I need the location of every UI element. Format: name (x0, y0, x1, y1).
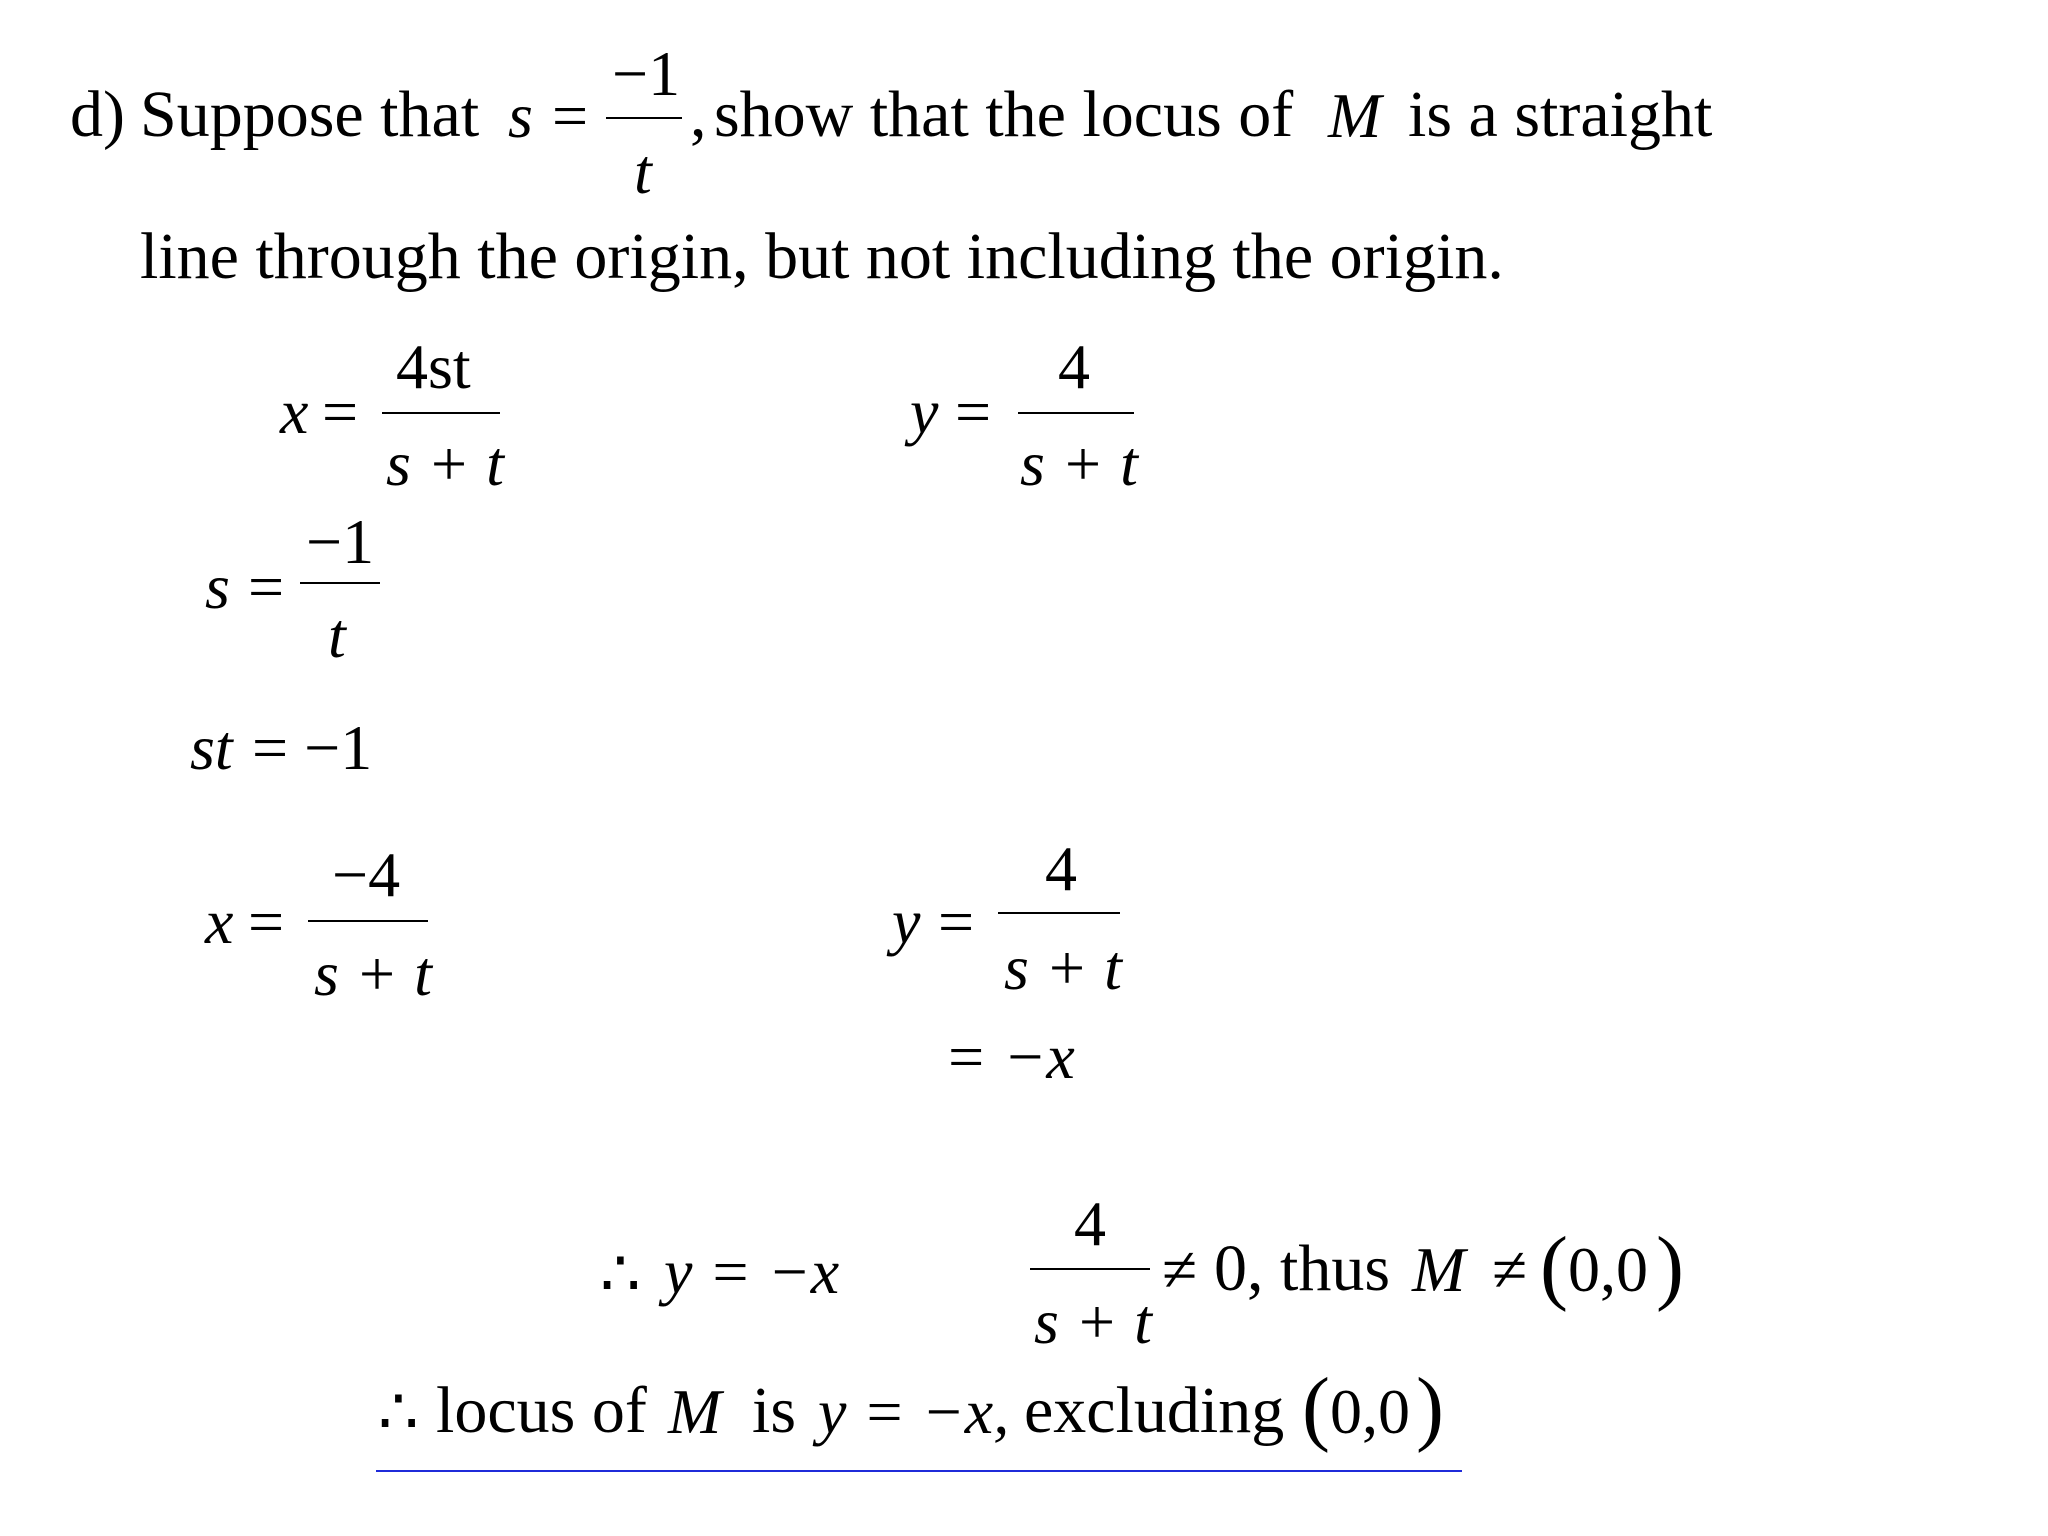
var-M: M (1328, 80, 1382, 151)
y-sub-fraction-bar (998, 912, 1120, 914)
st-product: st (190, 712, 233, 783)
equals-sign: = (552, 80, 589, 151)
s-def-lhs: s (205, 551, 230, 622)
condition-fraction-bar (1030, 1268, 1150, 1270)
x-sub-equals: = (248, 886, 285, 957)
s-def-denominator: t (328, 600, 346, 671)
y-sub-lhs: y (892, 886, 921, 957)
y-sub-numerator: 4 (1045, 833, 1077, 904)
condition-var-M: M (1412, 1234, 1466, 1305)
problem-text-middle: show that the locus of (714, 78, 1294, 151)
x-sub-lhs: x (205, 886, 234, 957)
condition-neq: ≠ (1162, 1234, 1198, 1305)
condition-text: 0, thus (1214, 1232, 1391, 1305)
y-def-lhs: y (910, 376, 939, 447)
x-def-fraction-bar (382, 412, 500, 414)
x-def-numerator: 4st (396, 331, 471, 402)
comma: , (690, 78, 707, 151)
condition-open-paren: ( (1540, 1220, 1568, 1313)
conclusion-text-1: locus of (436, 1374, 647, 1447)
y-sub-equals: = (938, 886, 975, 957)
problem-text-start: Suppose that (140, 78, 480, 151)
y-def-fraction-bar (1018, 412, 1134, 414)
y-def-denominator: s + t (1020, 428, 1138, 499)
fraction-bar (606, 117, 682, 119)
problem-line-2: line through the origin, but not including the origin. (140, 220, 1504, 293)
s-def-numerator: −1 (306, 506, 375, 577)
y-def-numerator: 4 (1058, 331, 1090, 402)
var-s: s (508, 80, 533, 151)
x-sub-denominator: s + t (314, 938, 432, 1009)
therefore-equation: y = −x (664, 1236, 840, 1307)
condition-point: 0,0 (1568, 1234, 1648, 1305)
condition-close-paren: ) (1656, 1220, 1684, 1313)
st-rhs: = −1 (252, 712, 373, 783)
condition-numerator: 4 (1074, 1188, 1106, 1259)
s-def-fraction-bar (300, 582, 380, 584)
part-label: d) (70, 78, 125, 151)
conclusion-open-paren: ( (1302, 1361, 1330, 1454)
fraction-numerator: −1 (612, 38, 681, 109)
y-sub-denominator: s + t (1004, 932, 1122, 1003)
conclusion-underline (376, 1470, 1462, 1472)
x-def-lhs: x (280, 376, 309, 447)
fraction-denominator: t (634, 136, 652, 207)
conclusion-text-2: is (752, 1374, 797, 1447)
x-def-equals: = (322, 376, 359, 447)
conclusion-var-M: M (668, 1376, 722, 1447)
s-def-equals: = (248, 551, 285, 622)
x-sub-fraction-bar (308, 920, 428, 922)
condition-denominator: s + t (1034, 1286, 1152, 1357)
conclusion-close-paren: ) (1416, 1361, 1444, 1454)
y-sub-result: = −x (944, 1021, 1075, 1092)
x-sub-numerator: −4 (332, 839, 401, 910)
therefore-symbol: ∴ (600, 1238, 641, 1309)
condition-neq-2: ≠ (1492, 1234, 1528, 1305)
problem-text-end: is a straight (1408, 78, 1713, 151)
conclusion-point: 0,0 (1330, 1376, 1410, 1447)
conclusion-text-3: excluding (1024, 1374, 1285, 1447)
conclusion-equation: y = −x, (818, 1376, 1010, 1447)
x-def-denominator: s + t (386, 428, 504, 499)
conclusion-therefore-symbol: ∴ (378, 1376, 419, 1447)
y-def-equals: = (955, 376, 992, 447)
